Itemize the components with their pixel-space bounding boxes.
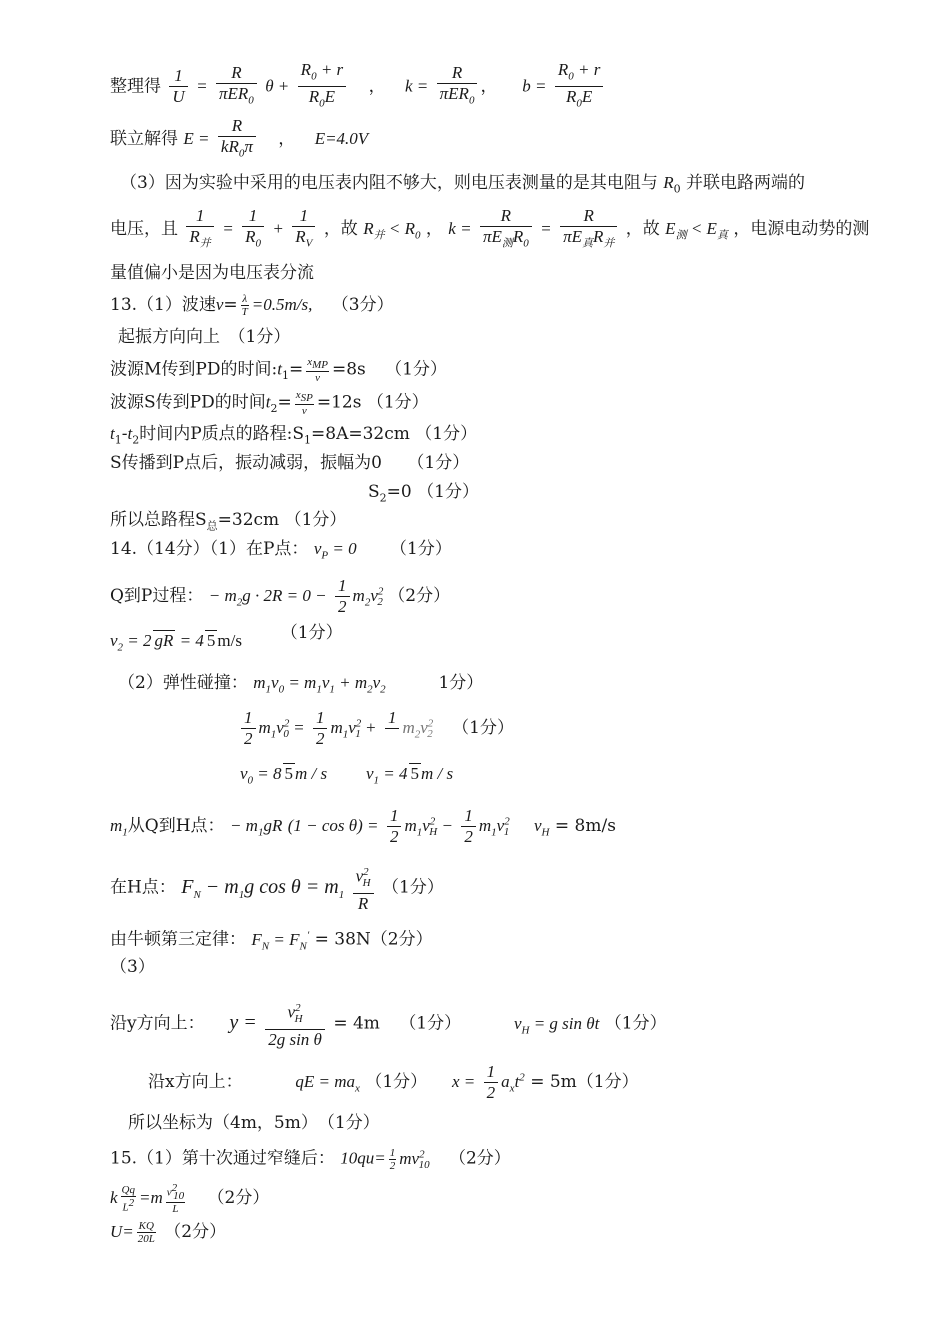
text: 量值偏小是因为电压表分流 bbox=[110, 263, 314, 283]
score: （1分） bbox=[365, 1072, 428, 1092]
score: （1分） bbox=[385, 359, 447, 380]
score: （1分） bbox=[382, 877, 444, 898]
explanation-line-1: （3）因为实验中采用的电压表内阻不够大，则电压表测量的是其电阻与 $R_0$ 并联电路两端的 bbox=[120, 173, 806, 196]
text: 14.（14分）（1）在P点： bbox=[110, 539, 309, 559]
q15-line-3: U= $\frac{KQ}{20L}$ （2分） bbox=[110, 1220, 227, 1245]
q13-line-3: 波源M传到PD的时间$:t_1=$ $\frac{x_{MP}}{v}$ =8s （1分） bbox=[110, 356, 447, 385]
score: （1分） bbox=[284, 510, 347, 530]
score: （2分） bbox=[207, 1187, 270, 1208]
text: S bbox=[368, 482, 380, 502]
text: =0 bbox=[386, 482, 412, 502]
q14-line-3: $v_2 = 2$ gR = 4 5 m/s （1分） bbox=[110, 623, 343, 654]
text: 沿x方向上： bbox=[148, 1072, 243, 1092]
q13-line-8: 所以总路程$S_总=32cm$ （1分） bbox=[110, 510, 347, 533]
score: （2分） bbox=[448, 1148, 511, 1169]
q14-line-10 bbox=[110, 956, 155, 978]
text: =0.5m/s, bbox=[251, 295, 313, 314]
q14-line-8: 在H点： $F_N - m_1g$ $\cos \theta = m_1$ $\frac{v^2_H}{R}$ （1分） bbox=[110, 862, 444, 914]
q14-line-13 bbox=[128, 1112, 380, 1134]
q14-line-1: 14.（14分）（1）在P点： $v_P = 0$ （1分） bbox=[110, 539, 452, 562]
text: ，电源电动势的测 bbox=[733, 219, 870, 240]
text: 并联电路两端的 bbox=[686, 173, 806, 193]
text: 起振方向向上 （1分） bbox=[118, 327, 291, 347]
q14-line-5: $\frac{1}{2}$ $m_1v^2_0$ = $\frac{1}{2}$ $m_1v^2_1$ + 1 $m_2v^2_2$ （1分） bbox=[238, 708, 514, 749]
symbol: v bbox=[534, 816, 542, 835]
q15-line-2: k $\frac{Qq}{L^2}$ =m $\frac{v^2_{10}}{L}$ （2分） bbox=[110, 1182, 270, 1215]
label: 联立解得 bbox=[110, 129, 178, 150]
q14-line-4: （2）弹性碰撞： $m_1v_0 = m_1v_1 + m_2v_2$ 1分） bbox=[118, 673, 484, 696]
text: 电压，且 bbox=[110, 219, 178, 240]
text: （3） bbox=[110, 957, 155, 977]
text: = 5m（1分） bbox=[530, 1072, 639, 1092]
score: （1分） bbox=[452, 718, 514, 738]
q13-line-6 bbox=[110, 452, 469, 474]
formula-solved: 联立解得 E = $\frac{R}{kR_0\pi}$ ， E=4.0V bbox=[110, 116, 369, 160]
text: Q到P过程： bbox=[110, 586, 204, 606]
score: （1分） bbox=[390, 539, 452, 559]
text: 波源S传到PD的时间 bbox=[110, 392, 266, 413]
q14-line-11: 沿y方向上： y = $\frac{v^2_H}{\text{2g sin θ}}$ = 4m （1分） $v_H = g$ sin θt （1分） bbox=[110, 998, 667, 1050]
result: E=4.0V bbox=[314, 129, 369, 149]
text: 15.（1）第十次通过窄缝后： bbox=[110, 1148, 335, 1169]
q13-line-2 bbox=[118, 326, 290, 348]
q15-line-1: 15.（1）第十次通过窄缝后： 10qu= $\frac{1}{2}$ $mv^2_{10}$ （2分） bbox=[110, 1146, 511, 1172]
text: = 4m bbox=[333, 1013, 380, 1034]
q14-line-7: $m_1$从Q到H点： − $m_1gR$ (1 − cos θ) = $\frac{1}{2}$ $m_1v^2_H$ − $\frac{1}{2}$ $m_1v^2_1$ $v_H = 8m/s$ bbox=[110, 806, 616, 846]
text: ，故 bbox=[625, 219, 660, 240]
score: （1分） bbox=[417, 482, 479, 502]
text: 所以总路程S bbox=[110, 510, 207, 530]
q14-line-2: Q到P过程： − $m_2g \cdot 2R = 0$ − $\frac{1}{2}$ $m_2v^2_2$ （2分） bbox=[110, 576, 451, 616]
score: （2分） bbox=[388, 586, 451, 606]
text: = 38N（2分） bbox=[314, 929, 433, 950]
text: 时间内P质点的路程:S bbox=[139, 424, 305, 444]
score: （3分） bbox=[331, 295, 394, 315]
text: 所以坐标为（4m，5m） （1分） bbox=[128, 1113, 380, 1133]
q13-line-5: $t_1-t_2$时间内P质点的路程$:S_1=8A=32cm$ （1分） bbox=[110, 424, 478, 447]
explanation-line-2: 电压，且 $\frac{1}{R_并}$ = $\frac{1}{R_0}$ + $\frac{1}{R_V}$ ，故 $R_并 < R_0$ ， k = $\frac{R}{\pi E_测R_0}$ = $\frac{R}{\pi E_真R_并}$ ，故 $E_测 < E_真$ ，电源电动势的测 bbox=[110, 206, 870, 250]
text: = 8m/s bbox=[554, 816, 616, 836]
text: =32cm bbox=[217, 510, 280, 530]
q14-line-9: 由牛顿第三定律： $F_N = F_N' = 38N(2$分） bbox=[110, 929, 433, 953]
q13-line-1: 13.（1）波速v= $\frac{\lambda}{T}$ =0.5m/s, （3分） bbox=[110, 293, 394, 318]
text: =8s bbox=[331, 359, 366, 380]
score: （1分） bbox=[415, 424, 478, 444]
label: 整理得 bbox=[110, 76, 161, 97]
q13-line-4: 波源S传到PD的时间$t_2=$ $\frac{x_{SP}}{v}$ =12s （1分） bbox=[110, 389, 429, 418]
text: ， bbox=[425, 219, 443, 240]
text: 从Q到H点： bbox=[127, 816, 225, 836]
text: 由牛顿第三定律： bbox=[110, 929, 246, 950]
text: =8A=32cm bbox=[311, 424, 410, 444]
explanation-line-3 bbox=[110, 262, 314, 284]
q13-line-7: $S_2=0$ （1分） bbox=[368, 482, 479, 505]
text: 在H点： bbox=[110, 877, 176, 898]
score: （1分） bbox=[399, 1013, 462, 1034]
text: （2）弹性碰撞： bbox=[118, 673, 248, 693]
q14-line-6: $v_0 = 8$ 5 m / s $v_1 = 4$ 5 m / s bbox=[240, 764, 454, 787]
score: 1分） bbox=[438, 673, 484, 693]
text: 沿y方向上： bbox=[110, 1013, 205, 1034]
formula-rearranged: 整理得 $\frac{1}{U}$ = $\frac{R}{\pi ER_0}$ θ + $\frac{R_0 + r}{R_0E}$ ， k = $\frac{R}{\pi ER_0}$ ， b = $\frac{R_0 + r}{R_0E}$ bbox=[110, 60, 606, 114]
score: （1分） bbox=[280, 623, 343, 643]
text: 波源M传到PD的时间: bbox=[110, 359, 278, 380]
text: S传播到P点后，振动减弱，振幅为0 （1分） bbox=[110, 453, 470, 473]
score: （2分） bbox=[164, 1222, 227, 1242]
score: （1分） bbox=[366, 392, 429, 413]
text: （3）因为实验中采用的电压表内阻不够大，则电压表测量的是其电阻与 bbox=[120, 173, 658, 193]
text: =12s bbox=[316, 392, 362, 413]
text: 13.（1）波速 bbox=[110, 295, 216, 315]
q14-line-12: 沿x方向上： qE = $ma_x$ （1分） x = $\frac{1}{2}$ $a_xt^2 = 5m(1$分） bbox=[148, 1062, 639, 1102]
text: ，故 bbox=[323, 219, 358, 240]
score: （1分） bbox=[604, 1013, 667, 1034]
